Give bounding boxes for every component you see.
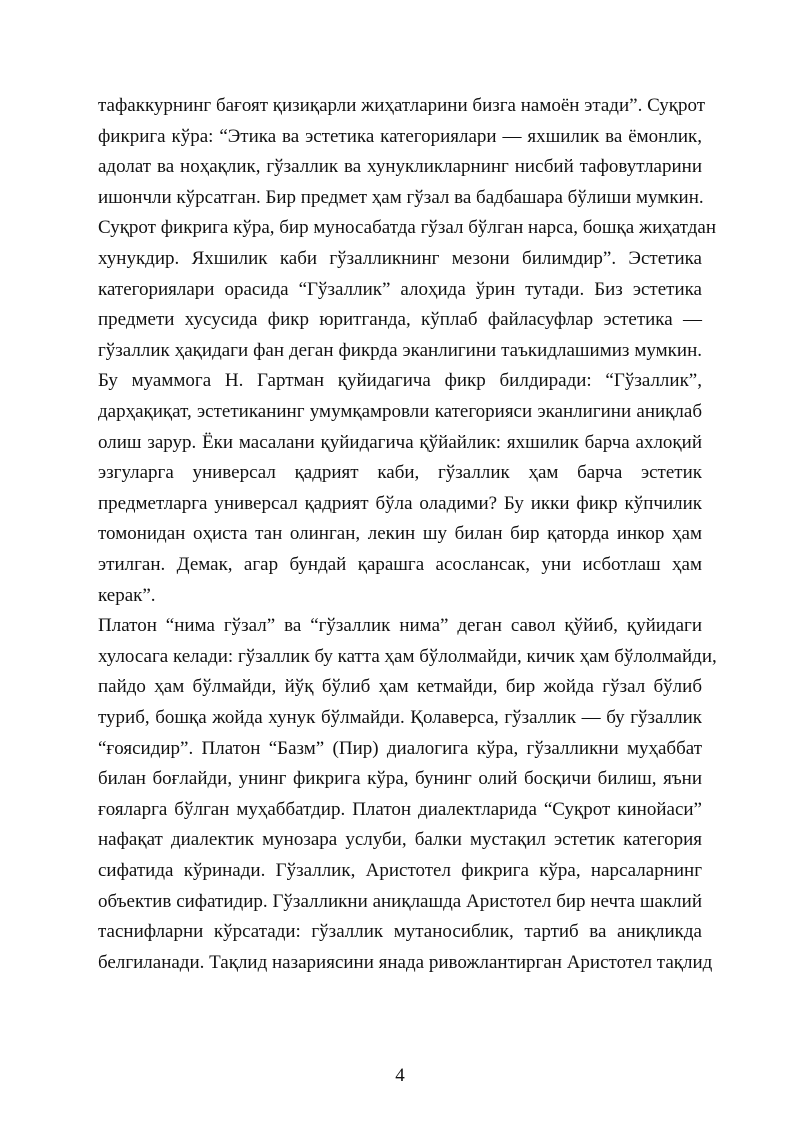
text-line: предметларга универсал қадрият бўла оладими? Бу икки фикр кўпчилик xyxy=(98,492,702,514)
text-line: Платон “нима гўзал” ва “гўзаллик нима” деган савол қўйиб, қуйидаги xyxy=(98,615,702,637)
text-line: пайдо ҳам бўлмайди, йўқ бўлиб ҳам кетмайди, бир жойда гўзал бўлиб xyxy=(98,676,702,698)
text-line: дарҳақиқат, эстетиканинг умумқамровли категорияси эканлигини аниқлаб xyxy=(98,401,702,422)
text-line: фикрига кўра: “Этика ва эстетика категориялари — яхшилик ва ёмонлик, xyxy=(98,125,702,147)
text-line: “ғоясидир”. Платон “Базм” (Пир) диалогига кўра, гўзалликни муҳаббат xyxy=(98,737,702,759)
text-line: билан боғлайди, унинг фикрига кўра, бунинг олий босқичи билиш, яъни xyxy=(98,768,702,790)
text-line: объектив сифатидир. Гўзалликни аниқлашда Аристотел бир нечта шаклий xyxy=(98,890,702,912)
text-line: тафаккурнинг бағоят қизиқарли жиҳатларини бизга намоён этади”. Суқрот xyxy=(98,95,706,116)
text-line: предмети хусусида фикр юритганда, кўплаб файласуфлар эстетика — xyxy=(98,309,702,331)
text-line: категориялари орасида “Гўзаллик” алоҳида ўрин тутади. Биз эстетика xyxy=(98,278,702,300)
page-number: 4 xyxy=(395,1065,405,1086)
text-line: этилган. Демак, агар бундай қарашга асослансак, уни исботлаш ҳам xyxy=(98,554,702,575)
text-line: олиш зарур. Ёки масалани қуйидагича қўйайлик: яхшилик барча ахлоқий xyxy=(98,431,702,453)
text-line: керак”. xyxy=(98,584,156,606)
text-line: ғояларга бўлган муҳаббатдир. Платон диалектларида “Суқрот кинойаси” xyxy=(98,798,702,820)
text-line: нафақат диалектик мунозара услуби, балки мустақил эстетик категория xyxy=(98,829,702,851)
text-line: хулосага келади: гўзаллик бу катта ҳам бўлолмайди, кичик ҳам бўлолмайди, xyxy=(98,645,717,667)
text-line: сифатида кўринади. Гўзаллик, Аристотел фикрига кўра, нарсаларнинг xyxy=(98,860,702,881)
text-line: гўзаллик ҳақидаги фан деган фикрда эканлигини таъкидлашимиз мумкин. xyxy=(98,339,702,361)
text-line: Суқрот фикрига кўра, бир муносабатда гўзал бўлган нарса, бошқа жиҳатдан xyxy=(98,217,717,239)
text-line: туриб, бошқа жойда хунук бўлмайди. Қолаверса, гўзаллик — бу гўзаллик xyxy=(98,707,702,728)
text-line: томонидан оҳиста тан олинган, лекин шу билан бир қаторда инкор ҳам xyxy=(98,523,702,545)
text-line: ишончли кўрсатган. Бир предмет ҳам гўзал ва бадбашара бўлиши мумкин. xyxy=(98,186,704,208)
text-line: белгиланади. Тақлид назариясини янада ривожлантирган Аристотел тақлид xyxy=(98,951,713,973)
text-line: хунукдир. Яхшилик каби гўзалликнинг мезони билимдир”. Эстетика xyxy=(98,248,702,269)
text-line: эзгуларга универсал қадрият каби, гўзаллик ҳам барча эстетик xyxy=(98,462,702,484)
text-line: Бу муаммога Н. Гартман қуйидагича фикр билдиради: “Гўзаллик”, xyxy=(98,370,702,392)
text-line: адолат ва ноҳақлик, гўзаллик ва хунукликларнинг нисбий тафовутларини xyxy=(98,156,702,178)
text-line: таснифларни кўрсатади: гўзаллик мутаносиблик, тартиб ва аниқликда xyxy=(98,921,702,943)
